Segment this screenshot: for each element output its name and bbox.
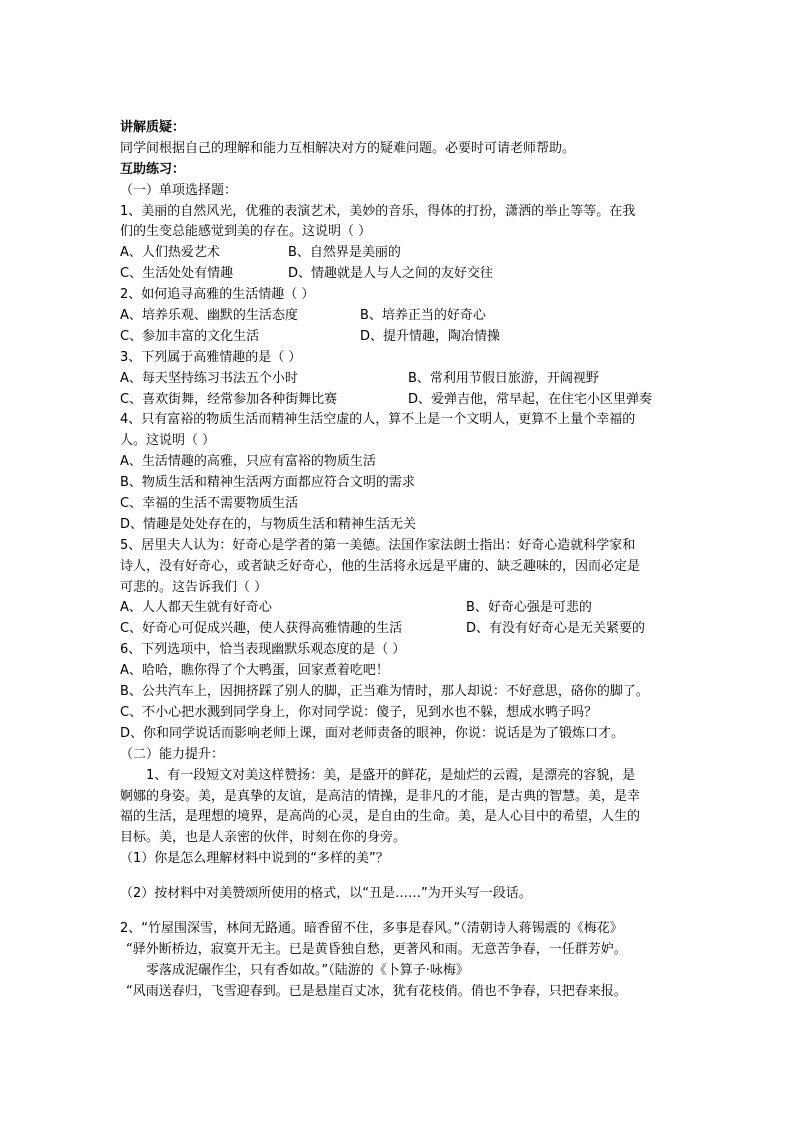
q1-options-row2 — [120, 264, 680, 285]
q1-stem-line1: 1、美丽的自然风光，优雅的表演艺术，美妙的音乐，得体的打扮，潇洒的举止等等。在我 — [120, 203, 636, 219]
ability2-line2: “驿外断桥边，寂寞开无主。已是黄昏独自愁，更著风和雨。无意苦争春，一任群芳妒。 — [126, 941, 627, 957]
q1-options-row1 — [120, 243, 680, 264]
q4-option-c: C、幸福的生活不需要物质生活 — [120, 496, 299, 512]
ability1-sub1: （1）你是怎么理解材料中说到的“多样的美”？ — [120, 851, 389, 867]
q5-stem-line1: 5、居里夫人认为：好奇心是学者的第一美德。法国作家法朗士指出：好奇心造就科学家和 — [120, 537, 636, 553]
q5-option-b: B、好奇心强是可悲的 — [466, 600, 592, 616]
ability1-line2: 婀娜的身姿。美，是真挚的友谊，是高洁的情操，是非凡的才能，是古典的智慧。美，是幸 — [120, 788, 641, 804]
q6-option-c: C、不小心把水溅到同学身上，你对同学说：傻子，见到水也不躲，想成水鸭子吗？ — [120, 704, 598, 720]
ability1-sub2: （2）按材料中对美赞颂所使用的格式，以“丑是……”为开头写一段话。 — [120, 886, 532, 902]
ability1-line1: 1、有一段短文对美这样赞扬：美，是盛开的鲜花，是灿烂的云霞，是漂亮的容貌，是 — [146, 767, 636, 783]
q3-options-row1 — [120, 369, 680, 390]
ability2-line4: “风雨送春归，飞雪迎春到。已是悬崖百丈冰，犹有花枝俏。俏也不争春，只把春来报。 — [126, 983, 627, 999]
q6-option-b: B、公共汽车上，因拥挤踩了别人的脚，正当难为情时，那人却说：不好意思，硌你的脚了。 — [120, 684, 649, 700]
q2-option-c: C、参加丰富的文化生活 — [120, 328, 260, 344]
q3-option-b: B、常利用节假日旅游，开阔视野 — [408, 370, 599, 386]
part1-title: （一）单项选择题： — [120, 182, 238, 198]
q1-option-b: B、自然界是美丽的 — [288, 245, 401, 261]
q2-option-a: A、培养乐观、幽默的生活态度 — [120, 308, 298, 324]
part2-title: （二）能力提升： — [120, 746, 225, 762]
q2-option-b: B、培养正当的好奇心 — [360, 308, 486, 324]
q2-options-row2 — [120, 327, 680, 348]
q6-stem: 6、下列选项中，恰当表现幽默乐观态度的是（ ） — [120, 642, 406, 658]
practice-title: 互助练习： — [120, 161, 186, 177]
q3-option-a: A、每天坚持练习书法五个小时 — [120, 370, 298, 386]
q3-stem: 3、下列属于高雅情趣的是（ ） — [120, 349, 302, 365]
ability2-line1: 2、“竹屋围深雪，林间无路通。暗香留不住，多事是春风。”（清朝诗人蒋锡震的《梅花》 — [120, 920, 623, 936]
q4-option-d: D、情趣是处处存在的，与物质生活和精神生活无关 — [120, 516, 417, 532]
ability1-line3: 福的生活，是理想的境界，是高尚的心灵，是自由的生命。美，是人心目中的希望，人生的 — [120, 809, 641, 825]
explain-title: 讲解质疑： — [120, 120, 186, 135]
q2-stem: 2、如何追寻高雅的生活情趣（ ） — [120, 287, 315, 303]
q2-option-d: D、提升情趣，陶冶情操 — [360, 328, 501, 344]
q1-stem-line2: 们的生变总能感觉到美的存在。这说明（ ） — [120, 224, 372, 240]
q1-option-d: D、情趣就是人与人之间的友好交往 — [288, 266, 494, 282]
q6-option-d: D、你和同学说话而影响老师上课，面对老师责备的眼神，你说：说话是为了锻炼口才。 — [120, 725, 625, 741]
q1-option-c: C、生活处处有情趣 — [120, 266, 234, 282]
q3-options-row2 — [120, 390, 680, 411]
q3-option-c: C、喜欢街舞，经常参加各种街舞比赛 — [120, 391, 338, 407]
explain-text: 同学间根据自己的理解和能力互相解决对方的疑难问题。必要时可请老师帮助。 — [120, 140, 576, 156]
q5-stem-line2: 诗人，没有好奇心，或者缺乏好奇心，他的生活将永远是平庸的、缺乏趣味的，因而必定是 — [120, 558, 641, 574]
q4-option-a: A、生活情趣的高雅，只应有富裕的物质生活 — [120, 454, 376, 470]
q3-option-d: D、爱弹吉他，常早起，在住宅小区里弹奏 — [408, 391, 653, 407]
q5-option-a: A、人人都天生就有好奇心 — [120, 600, 272, 616]
q5-options-row1 — [120, 598, 680, 619]
ability1-line4: 目标。美，也是人亲密的伙伴，时刻在你的身旁。 — [120, 830, 407, 846]
q4-stem-line1: 4、只有富裕的物质生活而精神生活空虚的人，算不上是一个文明人，更算不上量个幸福的 — [120, 412, 636, 428]
q2-options-row1 — [120, 306, 680, 327]
q5-stem-line3: 可悲的。这告诉我们（ ） — [120, 579, 268, 595]
q4-stem-line2: 人。这说明（ ） — [120, 433, 216, 449]
q5-options-row2 — [120, 619, 680, 640]
q4-option-b: B、物质生活和精神生活两方面都应符合文明的需求 — [120, 475, 415, 491]
q1-option-a: A、人们热爱艺术 — [120, 245, 220, 261]
q5-option-c: C、好奇心可促成兴趣，使人获得高雅情趣的生活 — [120, 621, 403, 637]
worksheet-page — [120, 118, 680, 1003]
ability2-line3: 零落成泥碾作尘，只有香如故。”（陆游的《卜算子·咏梅》 — [146, 962, 469, 978]
q5-option-d: D、有没有好奇心是无关紧要的 — [466, 621, 646, 637]
q6-option-a: A、哈哈，瞧你得了个大鸭蛋，回家煮着吃吧！ — [120, 663, 389, 679]
